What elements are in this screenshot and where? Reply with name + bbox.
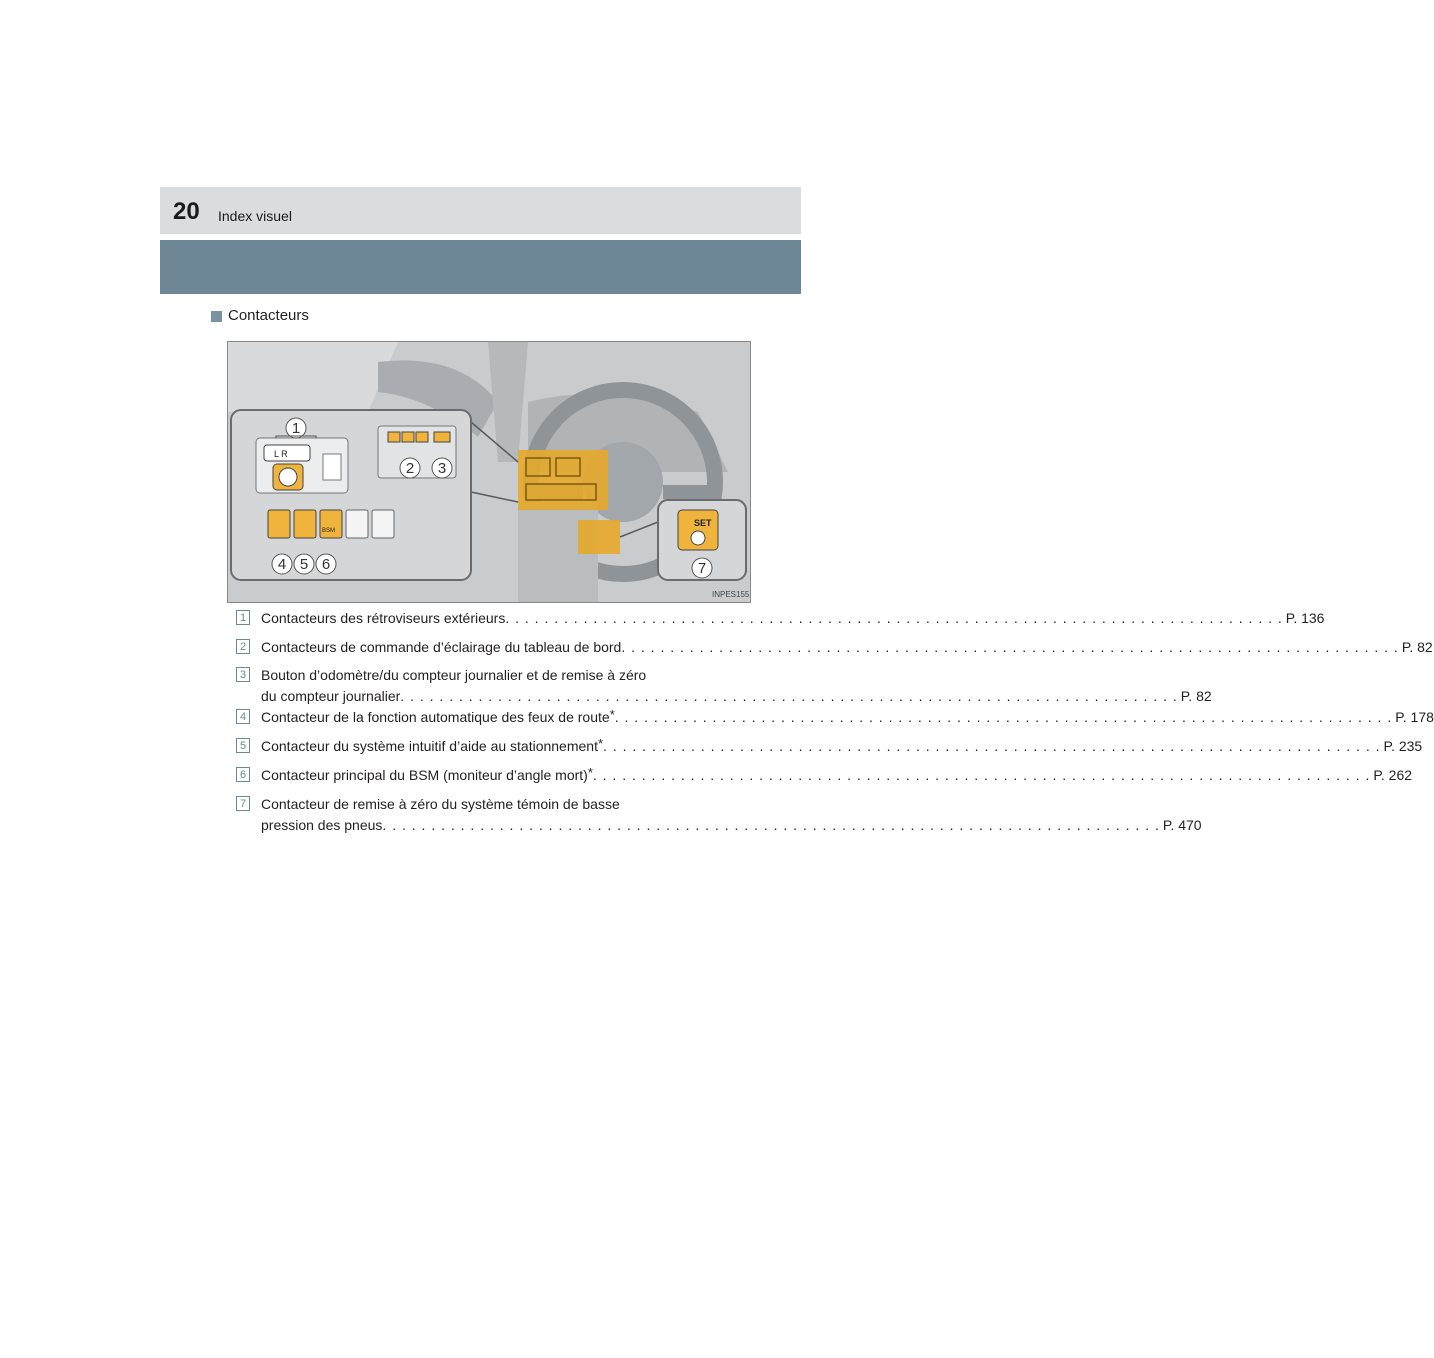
heading-label: Contacteurs (228, 307, 309, 324)
page-reference: P. 82 (1180, 688, 1212, 704)
item-label: pression des pneus (261, 817, 383, 833)
callout-6: 6 (321, 556, 331, 573)
mirror-lr-label: L R (274, 449, 288, 459)
page-reference: P. 82 (1401, 639, 1433, 655)
list-item (236, 736, 1423, 757)
item-label: Contacteur de remise à zéro du système témoin de basse (261, 796, 620, 812)
page-reference: P. 178 (1395, 709, 1434, 725)
item-number: 3 (236, 667, 250, 682)
highlight-left-panel (518, 450, 608, 510)
bsm-label: BSM (322, 528, 336, 534)
section-title: Index visuel (218, 208, 292, 224)
page-reference: P. 136 (1285, 610, 1325, 626)
leader-dots: . . . . . . . . . . . . . . . . . . . . . . . . . . . . . . . . . . . . . . . . . . . . . . . . . . . . . . . . . . . . . . . . . . . . . . . . . . . . . . . . (400, 688, 1178, 704)
dashboard-drawing (228, 342, 750, 602)
list-item (236, 707, 1434, 728)
callout-7: 7 (697, 560, 707, 577)
footnote-star: * (597, 736, 604, 751)
callout-1: 1 (291, 420, 301, 437)
item-label: Contacteur du système intuitif d’aide au stationnement (261, 738, 598, 754)
page-reference: P. 235 (1383, 738, 1423, 754)
footnote-star: * (609, 707, 615, 722)
list-item (236, 765, 1413, 786)
item-text (261, 794, 1202, 836)
heading-square-icon (211, 311, 222, 322)
item-text (261, 765, 1412, 786)
leader-dots: . . . . . . . . . . . . . . . . . . . . . . . . . . . . . . . . . . . . . . . . . . . . . . . . . . . . . . . . . . . . . . . . . . . . . . . . . . . . . . . . (382, 817, 1160, 833)
page-reference: P. 262 (1373, 767, 1413, 783)
item-label: Bouton d’odomètre/du compteur journalier et de remise à zéro (261, 667, 647, 683)
list-item (236, 608, 1325, 629)
item-number: 5 (236, 738, 250, 753)
parking-assist-switch-icon (294, 510, 316, 538)
page-number: 20 (173, 198, 200, 225)
item-label: Contacteurs de commande d’éclairage du tableau de bord (261, 639, 622, 655)
item-label: du compteur journalier (261, 688, 401, 704)
list-item (236, 637, 1433, 658)
callout-5: 5 (299, 556, 309, 573)
item-number: 7 (236, 796, 250, 811)
item-text (261, 665, 1212, 707)
leader-dots: . . . . . . . . . . . . . . . . . . . . . . . . . . . . . . . . . . . . . . . . . . . . . . . . . . . . . . . . . . . . . . . . . . . . . . . . . . . . . . . . (592, 767, 1371, 783)
item-number: 4 (236, 709, 250, 724)
list-item (236, 665, 1212, 707)
footnote-star: * (587, 765, 593, 780)
callout-4: 4 (277, 556, 287, 573)
item-number: 6 (236, 767, 250, 782)
leader-dots: . . . . . . . . . . . . . . . . . . . . . . . . . . . . . . . . . . . . . . . . . . . . . . . . . . . . . . . . . . . . . . . . . . . . . . . . . . . . . . . . (505, 610, 1283, 626)
switch-illustration (227, 341, 751, 603)
set-label: SET (694, 518, 712, 528)
item-label: Contacteur de la fonction automatique des feux de route (261, 709, 610, 725)
item-label: Contacteur principal du BSM (moniteur d’angle mort) (261, 767, 588, 783)
chapter-band (160, 240, 801, 294)
item-text (261, 608, 1324, 629)
leader-dots: . . . . . . . . . . . . . . . . . . . . . . . . . . . . . . . . . . . . . . . . . . . . . . . . . . . . . . . . . . . . . . . . . . . . . . . . . . . . . . . . (621, 639, 1399, 655)
callout-2: 2 (405, 460, 415, 477)
item-label: Contacteurs des rétroviseurs extérieurs (261, 610, 506, 626)
figure-code: INPES155 (712, 590, 750, 599)
item-number: 2 (236, 639, 250, 654)
callout-3: 3 (437, 460, 447, 477)
item-text (261, 736, 1422, 757)
auto-high-beam-switch-icon (268, 510, 290, 538)
leader-dots: . . . . . . . . . . . . . . . . . . . . . . . . . . . . . . . . . . . . . . . . . . . . . . . . . . . . . . . . . . . . . . . . . . . . . . . . . . . . . . . . (614, 709, 1393, 725)
item-text (261, 637, 1433, 658)
list-item (236, 794, 1202, 836)
item-text (261, 707, 1434, 728)
section-heading (211, 306, 309, 326)
item-number: 1 (236, 610, 250, 625)
leader-dots: . . . . . . . . . . . . . . . . . . . . . . . . . . . . . . . . . . . . . . . . . . . . . . . . . . . . . . . . . . . . . . . . . . . . . . . . . . . . . . . . (603, 738, 1381, 754)
page-reference: P. 470 (1162, 817, 1202, 833)
highlight-lower-panel (578, 520, 620, 554)
